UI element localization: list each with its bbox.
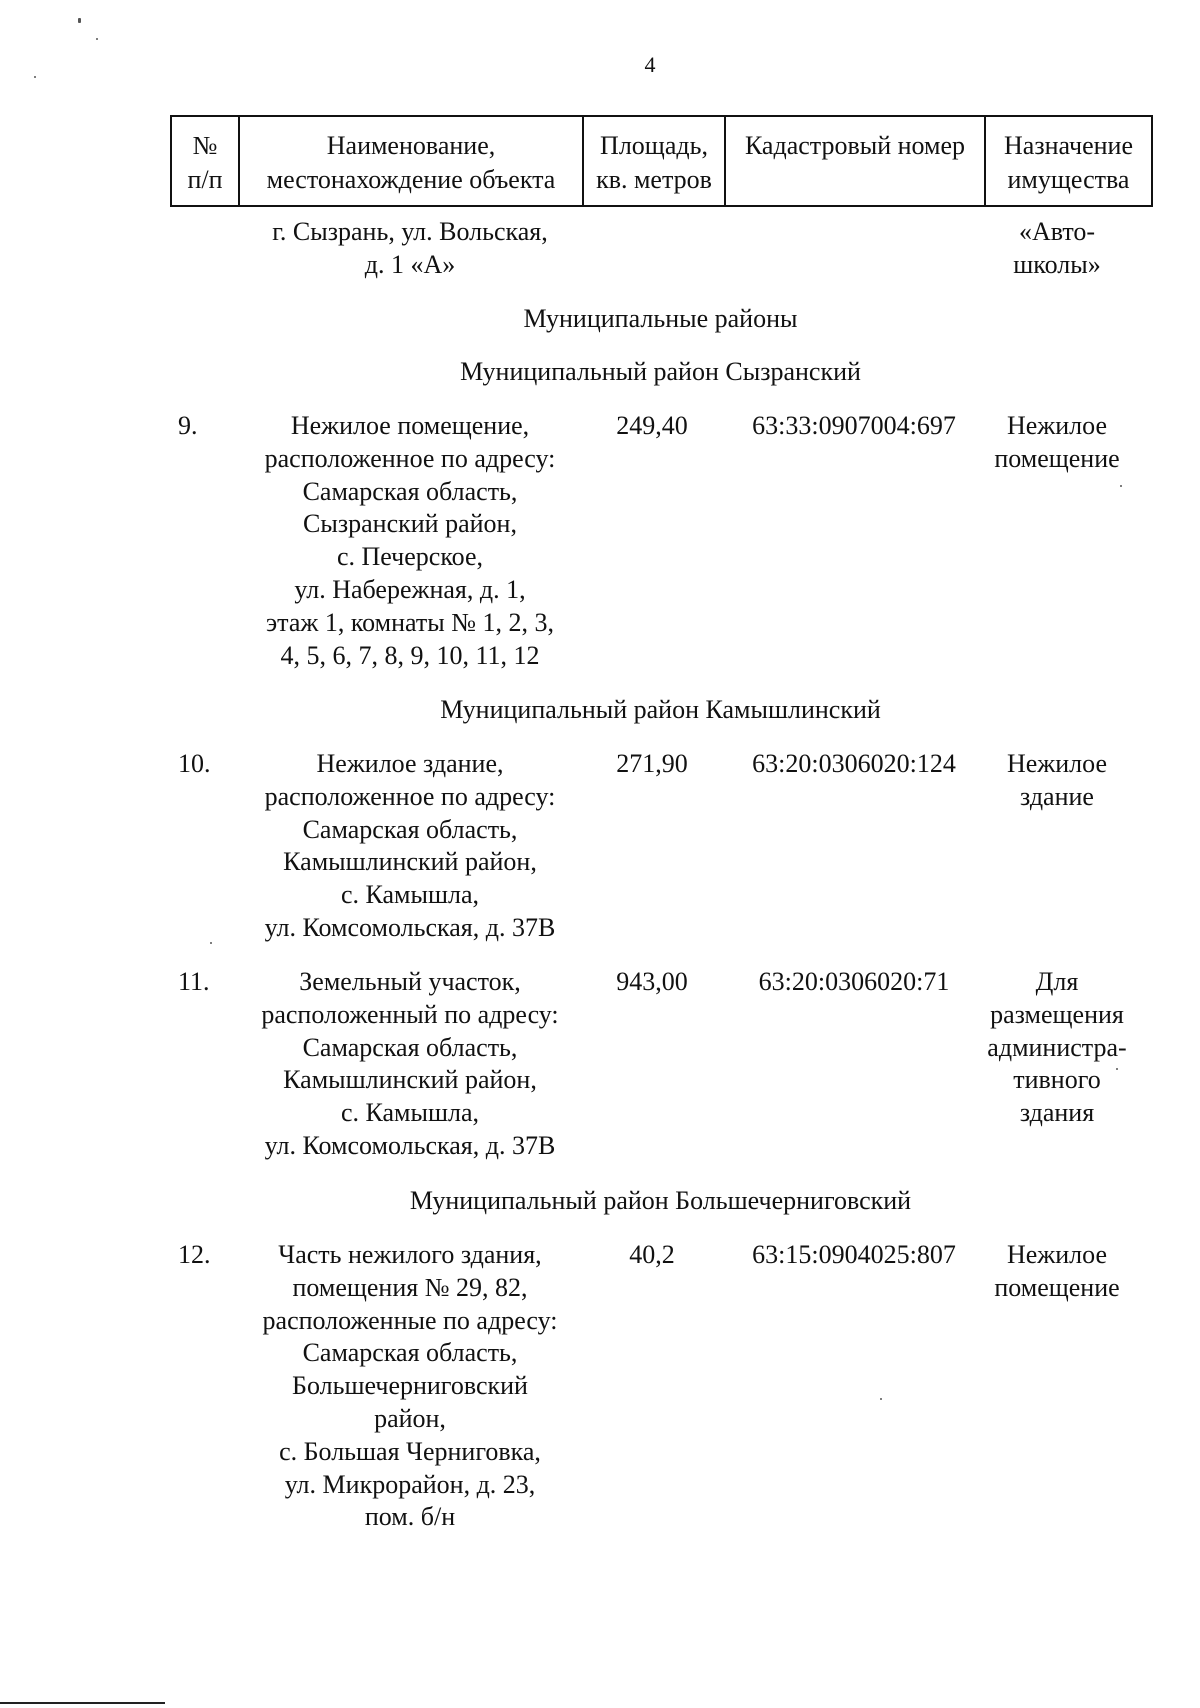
row-name: Земельный участок, расположенный по адресу: Самарская область, Камышлинский район, с. Камышла, ул. Комсомольская, д. 37В [261,967,559,1160]
col-header-number: № п/п [171,116,239,206]
row-number: 10. [178,749,211,778]
row-purpose: Нежилое помещение [994,411,1120,473]
property-table-header [170,115,1153,207]
row-area: 249,40 [616,411,688,440]
col-header-cadastral: Кадастровый номер [725,116,985,206]
row-purpose: Нежилое здание [1006,749,1108,811]
col-header-purpose: Назначение имущества [985,116,1152,206]
row-name: Часть нежилого здания, помещения № 29, 82, расположенные по адресу: Самарская область, Большечерниговский район, с. Большая Черниговка, ул. Микрорайон, д. 23, пом. б/н [262,1240,558,1532]
row-area: 271,90 [616,749,688,778]
page-number: 4 [644,52,656,77]
scan-speck [1120,485,1122,487]
scan-speck [34,76,36,78]
row-area: 943,00 [616,967,688,996]
scan-speck [96,38,98,40]
scan-speck [880,1398,882,1400]
section-heading-districts: Муниципальные районы [523,304,798,333]
continuation-purpose: «Авто- школы» [1013,217,1101,279]
row-name: Нежилое здание, расположенное по адресу: Самарская область, Камышлинский район, с. Камышла, ул. Комсомольская, д. 37В [264,749,556,942]
row-name: Нежилое помещение, расположенное по адресу: Самарская область, Сызранский район, с. Печерское, ул. Набережная, д. 1, этаж 1, комнаты № 1, 2, 3, 4, 5, 6, 7, 8, 9, 10, 11, 12 [264,411,556,670]
row-number: 11. [178,967,210,996]
scan-speck [1116,1068,1118,1070]
continuation-name: г. Сызрань, ул. Вольская, д. 1 «А» [272,217,548,279]
section-heading-kamyshla: Муниципальный район Камышлинский [440,695,881,724]
row-purpose: Нежилое помещение [994,1240,1120,1302]
col-header-area: Площадь, кв. метров [583,116,725,206]
row-cadastral: 63:33:0907004:697 [752,411,956,440]
row-purpose: Для размещения администра- тивного здания [987,967,1127,1128]
scan-speck [78,18,81,23]
col-header-name: Наименование, местонахождение объекта [239,116,583,206]
scan-edge-line [0,1702,165,1704]
row-cadastral: 63:20:0306020:124 [752,749,956,778]
section-heading-bolshechernigovsky: Муниципальный район Большечерниговский [409,1186,912,1215]
row-area: 40,2 [629,1240,675,1269]
scan-speck [210,942,212,944]
row-cadastral: 63:20:0306020:71 [758,967,950,996]
row-cadastral: 63:15:0904025:807 [752,1240,956,1269]
row-number: 9. [178,411,198,440]
row-number: 12. [178,1240,211,1269]
section-heading-syzran: Муниципальный район Сызранский [460,357,861,386]
